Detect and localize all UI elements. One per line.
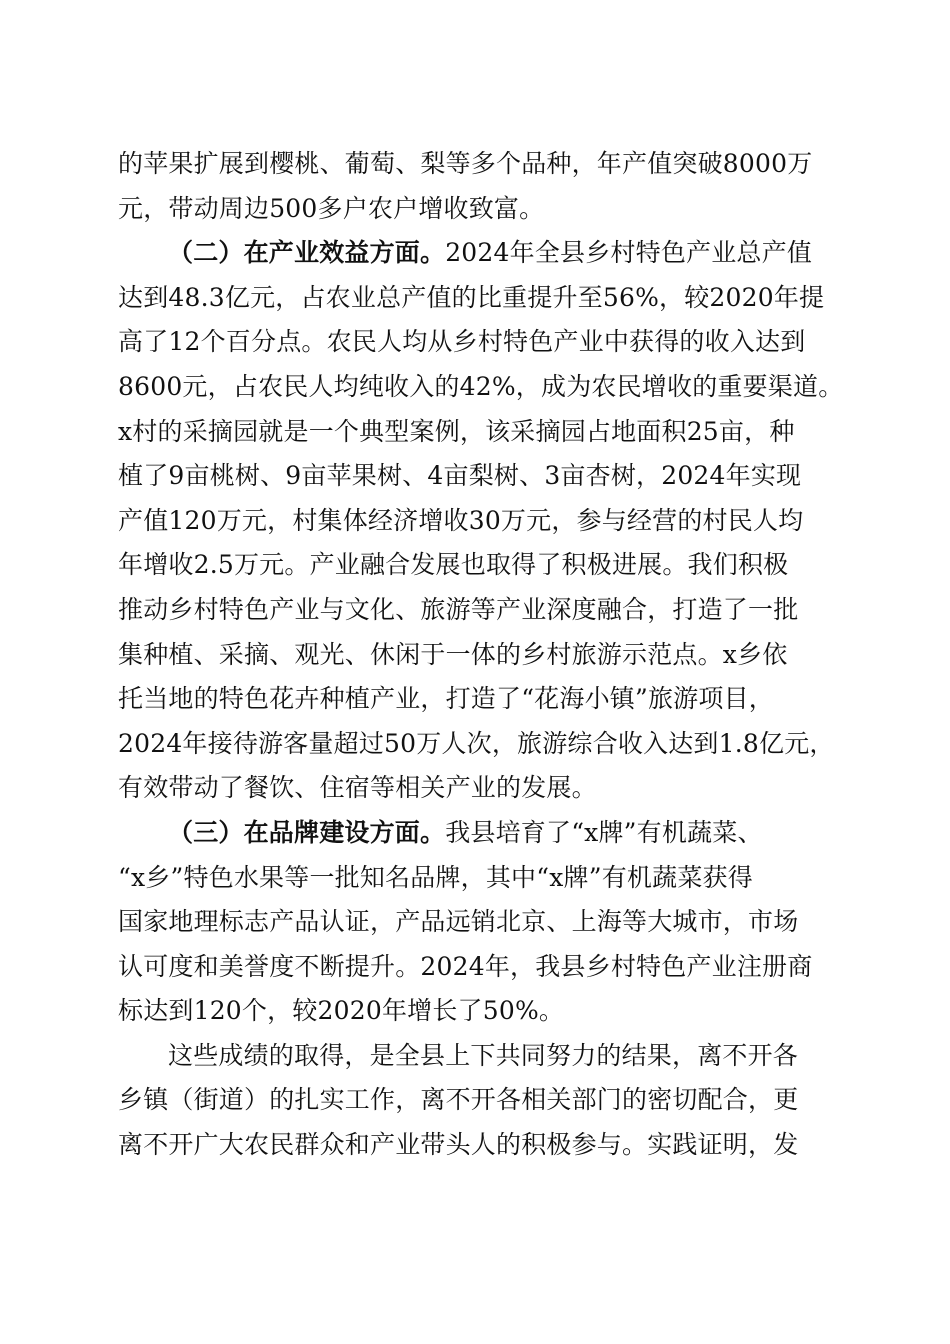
text-line: 2024年接待游客量超过50万人次，旅游综合收入达到1.8亿元， <box>118 728 835 758</box>
text-line: 国家地理标志产品认证，产品远销北京、上海等大城市，市场 <box>118 907 799 937</box>
text-line: 乡镇（街道）的扎实工作，离不开各相关部门的密切配合，更 <box>118 1085 799 1115</box>
text-line: 年增收2.5万元。产业融合发展也取得了积极进展。我们积极 <box>118 550 789 580</box>
paragraph-first-line <box>118 231 838 276</box>
document-body <box>118 142 844 1168</box>
text-line: 达到48.3亿元，占农业总产值的比重提升至56%，较2020年提 <box>118 282 825 312</box>
text-line: 产值120万元，村集体经济增收30万元，参与经营的村民人均 <box>118 505 804 535</box>
text-line: 高了12个百分点。农民人均从乡村特色产业中获得的收入达到 <box>118 327 806 357</box>
text-line: 植了9亩桃树、9亩苹果树、4亩梨树、3亩杏树，2024年实现 <box>118 461 802 491</box>
text-line: 托当地的特色花卉种植产业，打造了“花海小镇”旅游项目， <box>118 684 774 714</box>
paragraph-continuation <box>118 142 838 231</box>
text-line: 元，带动周边500多户农户增收致富。 <box>118 193 545 223</box>
text-run: 我县培育了“x牌”有机蔬菜、 <box>445 817 763 847</box>
text-run: 2024年全县乡村特色产业总产值 <box>445 238 813 268</box>
section-heading: （二）在产业效益方面。 <box>168 238 446 268</box>
text-line: 认可度和美誉度不断提升。2024年，我县乡村特色产业注册商 <box>118 951 813 981</box>
text-line: 集种植、采摘、观光、休闲于一体的乡村旅游示范点。x乡依 <box>118 639 788 669</box>
text-line: “x乡”特色水果等一批知名品牌，其中“x牌”有机蔬菜获得 <box>118 862 753 892</box>
text-line: 8600元，占农民人均纯收入的42%，成为农民增收的重要渠道。 <box>118 371 844 401</box>
section-heading: （三）在品牌建设方面。 <box>168 817 446 847</box>
text-line: 推动乡村特色产业与文化、旅游等产业深度融合，打造了一批 <box>118 594 799 624</box>
text-line: 的苹果扩展到樱桃、葡萄、梨等多个品种，年产值突破8000万 <box>118 149 813 178</box>
text-line: 有效带动了餐饮、住宿等相关产业的发展。 <box>118 773 597 803</box>
text-line: 离不开广大农民群众和产业带头人的积极参与。实践证明，发 <box>118 1130 799 1160</box>
text-line: 标达到120个，较2020年增长了50%。 <box>118 996 565 1026</box>
paragraph-summary <box>118 1034 838 1168</box>
text-line: x村的采摘园就是一个典型案例，该采摘园占地面积25亩，种 <box>118 416 795 446</box>
paragraph-industry-benefits <box>118 231 844 811</box>
paragraph-brand-building <box>118 811 838 1034</box>
paragraph-first-line: 这些成绩的取得，是全县上下共同努力的结果，离不开各 <box>168 1040 799 1070</box>
paragraph-first-line <box>118 811 838 856</box>
